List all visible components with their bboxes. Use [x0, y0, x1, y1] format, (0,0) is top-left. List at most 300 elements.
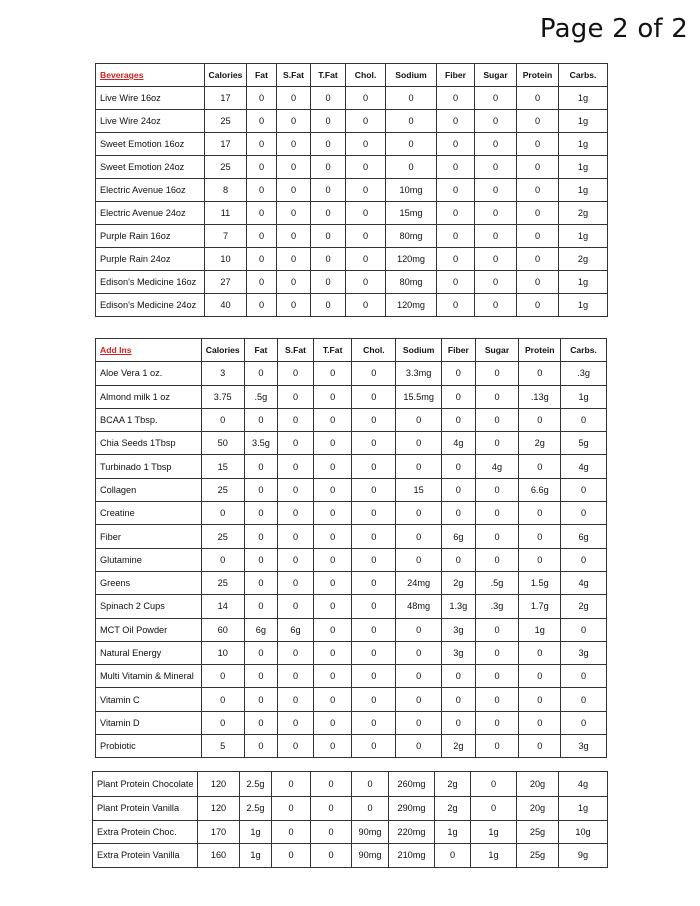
cell-t-fat: 0: [311, 87, 346, 110]
cell-sodium: 0: [396, 641, 442, 664]
item-name: Purple Rain 24oz: [96, 248, 205, 271]
table-row: [96, 735, 607, 758]
cell-fat: 0: [247, 248, 277, 271]
cell-sugar: 0: [475, 133, 517, 156]
table-row: [96, 133, 608, 156]
cell-protein: 1.5g: [519, 571, 561, 594]
cell-chol: 90mg: [352, 820, 389, 844]
item-name: Probiotic: [96, 735, 202, 758]
cell-carbs: 2g: [559, 248, 608, 271]
cell-carbs: 0: [561, 502, 607, 525]
cell-calories: 10: [205, 248, 247, 271]
cell-sugar: 0: [475, 665, 519, 688]
cell-calories: 3: [201, 362, 244, 385]
cell-fiber: 0: [442, 548, 476, 571]
cell-carbs: 1g: [559, 294, 608, 317]
cell-sodium: 0: [396, 525, 442, 548]
cell-sugar: 1g: [471, 844, 517, 868]
column-header-calories: Calories: [205, 64, 247, 87]
item-name: Plant Protein Vanilla: [93, 797, 198, 821]
cell-carbs: .3g: [561, 362, 607, 385]
cell-carbs: 6g: [561, 525, 607, 548]
cell-calories: 0: [201, 688, 244, 711]
cell-t-fat: 0: [313, 385, 352, 408]
cell-calories: 0: [201, 711, 244, 734]
cell-s-fat: 0: [278, 502, 314, 525]
cell-calories: 25: [201, 478, 244, 501]
cell-fiber: 0: [437, 248, 475, 271]
cell-sodium: 0: [396, 432, 442, 455]
cell-fiber: 0: [437, 271, 475, 294]
cell-chol: 0: [346, 248, 386, 271]
cell-fat: 0: [247, 87, 277, 110]
cell-fiber: 0: [442, 665, 476, 688]
cell-calories: 0: [201, 408, 244, 431]
cell-sugar: 0: [475, 548, 519, 571]
table-row: [96, 156, 608, 179]
cell-sugar: 1g: [471, 820, 517, 844]
cell-s-fat: 0: [278, 478, 314, 501]
cell-fat: 0: [244, 478, 278, 501]
cell-protein: 1.7g: [519, 595, 561, 618]
item-name: Extra Protein Vanilla: [93, 844, 198, 868]
cell-protein: 0: [517, 271, 559, 294]
cell-carbs: 5g: [561, 432, 607, 455]
cell-chol: 0: [352, 797, 389, 821]
cell-fat: 0: [247, 133, 277, 156]
cell-fat: 0: [247, 225, 277, 248]
cell-chol: 0: [346, 294, 386, 317]
cell-sugar: 0: [475, 294, 517, 317]
cell-carbs: 1g: [559, 87, 608, 110]
addins-body: [96, 362, 607, 758]
cell-t-fat: 0: [311, 772, 352, 797]
cell-fat: 0: [244, 362, 278, 385]
cell-s-fat: 0: [278, 432, 314, 455]
cell-t-fat: 0: [311, 271, 346, 294]
cell-t-fat: 0: [311, 225, 346, 248]
cell-sodium: 24mg: [396, 571, 442, 594]
cell-sugar: 0: [475, 225, 517, 248]
cell-chol: 0: [352, 432, 396, 455]
cell-carbs: 2g: [559, 202, 608, 225]
item-name: Aloe Vera 1 oz.: [96, 362, 202, 385]
cell-t-fat: 0: [311, 110, 346, 133]
table-row: [96, 271, 608, 294]
cell-t-fat: 0: [313, 688, 352, 711]
item-name: Turbinado 1 Tbsp: [96, 455, 202, 478]
table-row: [96, 408, 607, 431]
table-row: [96, 385, 607, 408]
cell-sodium: 48mg: [396, 595, 442, 618]
proteins-body: [93, 772, 608, 868]
cell-chol: 0: [352, 595, 396, 618]
cell-t-fat: 0: [311, 797, 352, 821]
cell-fat: 0: [244, 665, 278, 688]
cell-chol: 0: [352, 735, 396, 758]
cell-carbs: 0: [561, 711, 607, 734]
cell-sugar: .3g: [475, 595, 519, 618]
cell-carbs: 3g: [561, 641, 607, 664]
cell-t-fat: 0: [313, 478, 352, 501]
cell-sugar: 0: [475, 408, 519, 431]
beverages-table: [95, 63, 608, 317]
cell-sodium: 0: [396, 618, 442, 641]
cell-sodium: 80mg: [386, 225, 437, 248]
cell-protein: 0: [519, 735, 561, 758]
cell-calories: 17: [205, 87, 247, 110]
cell-fiber: 2g: [442, 735, 476, 758]
cell-calories: 160: [198, 844, 240, 868]
cell-protein: 0: [517, 110, 559, 133]
cell-fat: 0: [244, 502, 278, 525]
cell-s-fat: 0: [277, 179, 311, 202]
cell-protein: 0: [517, 202, 559, 225]
item-name: MCT Oil Powder: [96, 618, 202, 641]
cell-s-fat: 0: [272, 820, 311, 844]
cell-fat: 0: [247, 202, 277, 225]
cell-protein: 0: [519, 711, 561, 734]
item-name: Creatine: [96, 502, 202, 525]
cell-s-fat: 0: [278, 711, 314, 734]
cell-sugar: 0: [475, 110, 517, 133]
cell-fiber: 0: [437, 225, 475, 248]
cell-carbs: 0: [561, 548, 607, 571]
cell-calories: 40: [205, 294, 247, 317]
cell-fiber: 0: [437, 294, 475, 317]
table-row: [96, 502, 607, 525]
cell-chol: 0: [352, 618, 396, 641]
cell-calories: 120: [198, 797, 240, 821]
cell-chol: 0: [352, 478, 396, 501]
cell-fat: .5g: [244, 385, 278, 408]
item-name: Electric Avenue 24oz: [96, 202, 205, 225]
cell-s-fat: 0: [278, 408, 314, 431]
cell-chol: 0: [346, 110, 386, 133]
beverages-section-title: Beverages: [96, 64, 205, 87]
cell-sodium: 80mg: [386, 271, 437, 294]
cell-t-fat: 0: [313, 618, 352, 641]
cell-carbs: 3g: [561, 735, 607, 758]
cell-calories: 25: [201, 571, 244, 594]
cell-chol: 0: [352, 688, 396, 711]
cell-s-fat: 0: [277, 110, 311, 133]
cell-fiber: 0: [435, 844, 471, 868]
cell-calories: 25: [201, 525, 244, 548]
cell-sugar: 0: [475, 179, 517, 202]
cell-sugar: 0: [475, 735, 519, 758]
cell-t-fat: 0: [311, 202, 346, 225]
cell-fat: 0: [244, 455, 278, 478]
cell-fat: 6g: [244, 618, 278, 641]
cell-sodium: 0: [396, 408, 442, 431]
cell-sodium: 15: [396, 478, 442, 501]
cell-calories: 50: [201, 432, 244, 455]
cell-calories: 11: [205, 202, 247, 225]
table-row: [96, 525, 607, 548]
cell-chol: 0: [352, 455, 396, 478]
cell-s-fat: 0: [278, 362, 314, 385]
cell-sugar: 0: [475, 525, 519, 548]
cell-sugar: 0: [475, 271, 517, 294]
cell-protein: 25g: [517, 820, 559, 844]
cell-carbs: 0: [561, 665, 607, 688]
cell-chol: 0: [346, 87, 386, 110]
item-name: Chia Seeds 1Tbsp: [96, 432, 202, 455]
cell-s-fat: 0: [277, 87, 311, 110]
cell-sodium: 0: [396, 735, 442, 758]
cell-protein: 6.6g: [519, 478, 561, 501]
item-name: Multi Vitamin & Mineral: [96, 665, 202, 688]
cell-sodium: 15mg: [386, 202, 437, 225]
cell-calories: 7: [205, 225, 247, 248]
cell-fiber: 0: [437, 110, 475, 133]
cell-fat: 2.5g: [240, 772, 272, 797]
column-header-carbs: Carbs.: [561, 339, 607, 362]
cell-sodium: 290mg: [389, 797, 435, 821]
cell-protein: 0: [517, 87, 559, 110]
cell-calories: 5: [201, 735, 244, 758]
cell-protein: 0: [519, 362, 561, 385]
cell-s-fat: 0: [277, 133, 311, 156]
cell-t-fat: 0: [311, 844, 352, 868]
column-header-s-fat: S.Fat: [277, 64, 311, 87]
page-number: Page 2 of 2: [539, 14, 688, 44]
item-name: Almond milk 1 oz: [96, 385, 202, 408]
cell-sodium: 120mg: [386, 294, 437, 317]
cell-fat: 0: [244, 688, 278, 711]
beverages-header-row: [96, 64, 608, 87]
cell-fat: 0: [247, 156, 277, 179]
item-name: Sweet Emotion 16oz: [96, 133, 205, 156]
cell-chol: 0: [346, 202, 386, 225]
cell-protein: 0: [519, 525, 561, 548]
column-header-fat: Fat: [247, 64, 277, 87]
cell-protein: 20g: [517, 797, 559, 821]
table-row: [96, 87, 608, 110]
cell-sugar: .5g: [475, 571, 519, 594]
table-row: [96, 432, 607, 455]
item-name: BCAA 1 Tbsp.: [96, 408, 202, 431]
cell-chol: 0: [346, 271, 386, 294]
cell-fiber: 0: [442, 408, 476, 431]
cell-sugar: 0: [475, 248, 517, 271]
cell-calories: 15: [201, 455, 244, 478]
table-row: [93, 820, 608, 844]
cell-sodium: 0: [396, 688, 442, 711]
cell-sugar: 0: [475, 202, 517, 225]
cell-s-fat: 0: [277, 271, 311, 294]
cell-t-fat: 0: [311, 156, 346, 179]
table-row: [96, 688, 607, 711]
cell-s-fat: 0: [278, 548, 314, 571]
item-name: Plant Protein Chocolate: [93, 772, 198, 797]
cell-protein: 0: [519, 688, 561, 711]
cell-fat: 0: [244, 711, 278, 734]
cell-fiber: 0: [442, 385, 476, 408]
cell-carbs: 1g: [559, 797, 608, 821]
column-header-sodium: Sodium: [386, 64, 437, 87]
cell-fiber: 0: [437, 87, 475, 110]
cell-sugar: 0: [471, 797, 517, 821]
item-name: Greens: [96, 571, 202, 594]
cell-sodium: 0: [386, 87, 437, 110]
cell-t-fat: 0: [311, 133, 346, 156]
cell-sodium: 0: [386, 133, 437, 156]
table-row: [96, 179, 608, 202]
table-row: [96, 455, 607, 478]
cell-carbs: 10g: [559, 820, 608, 844]
item-name: Vitamin D: [96, 711, 202, 734]
item-name: Edison's Medicine 24oz: [96, 294, 205, 317]
item-name: Spinach 2 Cups: [96, 595, 202, 618]
table-row: [96, 248, 608, 271]
addins-section-title: Add Ins: [96, 339, 202, 362]
cell-carbs: 4g: [561, 571, 607, 594]
cell-carbs: 0: [561, 618, 607, 641]
cell-fat: 0: [247, 179, 277, 202]
cell-fiber: 1g: [435, 820, 471, 844]
item-name: Purple Rain 16oz: [96, 225, 205, 248]
cell-s-fat: 0: [272, 772, 311, 797]
cell-calories: 25: [205, 156, 247, 179]
cell-sodium: 220mg: [389, 820, 435, 844]
cell-fat: 0: [244, 548, 278, 571]
cell-sugar: 0: [475, 641, 519, 664]
cell-carbs: 1g: [559, 179, 608, 202]
table-row: [96, 225, 608, 248]
cell-fiber: 0: [437, 156, 475, 179]
cell-fat: 0: [244, 525, 278, 548]
cell-sodium: 0: [396, 455, 442, 478]
column-header-t-fat: T.Fat: [311, 64, 346, 87]
cell-t-fat: 0: [313, 735, 352, 758]
cell-protein: 20g: [517, 772, 559, 797]
cell-chol: 0: [346, 156, 386, 179]
cell-chol: 0: [346, 225, 386, 248]
cell-protein: 0: [519, 641, 561, 664]
cell-t-fat: 0: [311, 294, 346, 317]
cell-s-fat: 0: [278, 525, 314, 548]
cell-t-fat: 0: [313, 432, 352, 455]
item-name: Electric Avenue 16oz: [96, 179, 205, 202]
cell-fiber: 2g: [435, 797, 471, 821]
column-header-fat: Fat: [244, 339, 278, 362]
cell-s-fat: 0: [277, 294, 311, 317]
cell-protein: 25g: [517, 844, 559, 868]
table-row: [96, 294, 608, 317]
cell-chol: 0: [352, 711, 396, 734]
cell-carbs: 0: [561, 688, 607, 711]
column-header-chol: Chol.: [346, 64, 386, 87]
cell-carbs: 1g: [559, 110, 608, 133]
item-name: Sweet Emotion 24oz: [96, 156, 205, 179]
cell-sodium: 0: [396, 711, 442, 734]
column-header-sugar: Sugar: [475, 339, 519, 362]
cell-chol: 0: [352, 408, 396, 431]
cell-carbs: 0: [561, 408, 607, 431]
cell-carbs: 1g: [559, 271, 608, 294]
cell-chol: 0: [352, 385, 396, 408]
cell-fiber: 0: [437, 133, 475, 156]
beverages-body: [96, 87, 608, 317]
cell-chol: 0: [346, 133, 386, 156]
cell-protein: 2g: [519, 432, 561, 455]
cell-carbs: 1g: [561, 385, 607, 408]
cell-chol: 0: [352, 772, 389, 797]
cell-protein: 1g: [519, 618, 561, 641]
cell-protein: 0: [517, 179, 559, 202]
item-name: Vitamin C: [96, 688, 202, 711]
cell-fiber: 3g: [442, 641, 476, 664]
cell-fiber: 0: [437, 202, 475, 225]
cell-fiber: 0: [442, 711, 476, 734]
cell-t-fat: 0: [311, 179, 346, 202]
cell-protein: 0: [517, 294, 559, 317]
cell-sodium: 260mg: [389, 772, 435, 797]
table-row: [96, 571, 607, 594]
cell-fiber: 0: [442, 502, 476, 525]
cell-fiber: 4g: [442, 432, 476, 455]
cell-fat: 0: [244, 595, 278, 618]
cell-fat: 2.5g: [240, 797, 272, 821]
proteins-table: [92, 771, 608, 868]
table-row: [96, 711, 607, 734]
table-row: [96, 110, 608, 133]
cell-s-fat: 0: [278, 665, 314, 688]
cell-calories: 0: [201, 548, 244, 571]
cell-chol: 0: [352, 665, 396, 688]
cell-fat: 1g: [240, 820, 272, 844]
item-name: Fiber: [96, 525, 202, 548]
column-header-carbs: Carbs.: [559, 64, 608, 87]
cell-fiber: 0: [442, 455, 476, 478]
cell-t-fat: 0: [313, 502, 352, 525]
cell-sugar: 0: [475, 618, 519, 641]
item-name: Glutamine: [96, 548, 202, 571]
cell-fat: 3.5g: [244, 432, 278, 455]
cell-fiber: 6g: [442, 525, 476, 548]
cell-fat: 0: [244, 641, 278, 664]
cell-t-fat: 0: [313, 525, 352, 548]
column-header-s-fat: S.Fat: [278, 339, 314, 362]
cell-fiber: 1.3g: [442, 595, 476, 618]
addins-table: [95, 338, 607, 758]
cell-sodium: 0: [396, 502, 442, 525]
cell-chol: 0: [352, 362, 396, 385]
cell-sodium: 3.3mg: [396, 362, 442, 385]
cell-t-fat: 0: [311, 248, 346, 271]
cell-protein: .13g: [519, 385, 561, 408]
cell-fat: 0: [244, 571, 278, 594]
cell-sodium: 0: [386, 156, 437, 179]
cell-calories: 60: [201, 618, 244, 641]
addins-header-row: [96, 339, 607, 362]
cell-fiber: 2g: [442, 571, 476, 594]
table-row: [96, 362, 607, 385]
cell-fat: 0: [244, 408, 278, 431]
cell-s-fat: 0: [277, 156, 311, 179]
cell-sugar: 0: [475, 432, 519, 455]
cell-sodium: 210mg: [389, 844, 435, 868]
table-row: [96, 665, 607, 688]
cell-protein: 0: [517, 133, 559, 156]
cell-sugar: 0: [475, 478, 519, 501]
cell-sugar: 0: [475, 502, 519, 525]
cell-sugar: 0: [475, 87, 517, 110]
cell-protein: 0: [519, 548, 561, 571]
cell-fiber: 3g: [442, 618, 476, 641]
